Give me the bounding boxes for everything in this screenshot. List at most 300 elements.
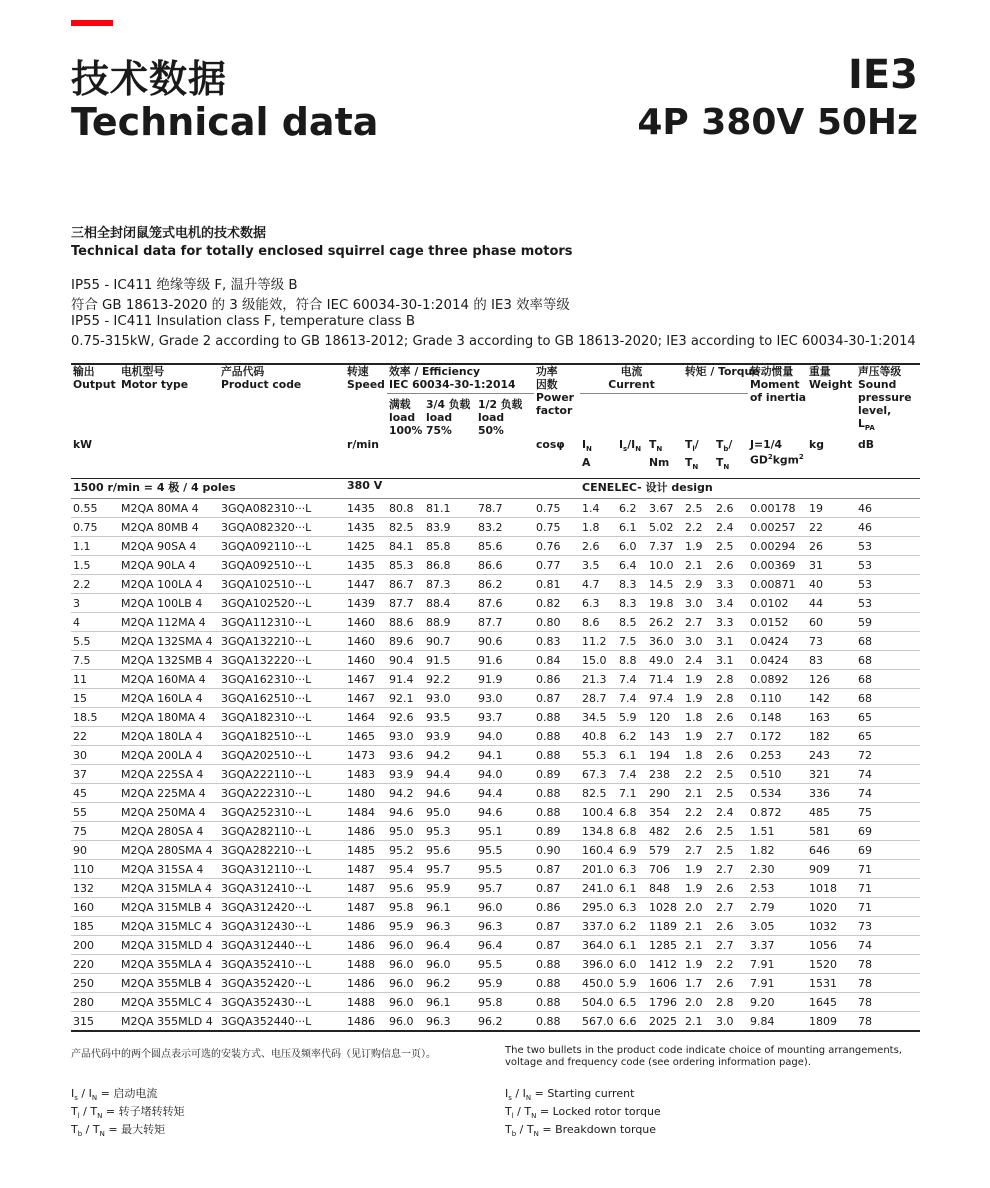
col-eff-12: 1/2 负载 load 50%: [478, 398, 523, 437]
table-cell: 2.6: [714, 879, 748, 898]
table-cell: 1486: [345, 822, 387, 841]
table-cell: M2QA 355MLB 4: [119, 974, 219, 993]
table-cell: M2QA 90LA 4: [119, 556, 219, 575]
legend-text: = Starting current: [534, 1087, 635, 1100]
table-cell: 96.3: [424, 1012, 476, 1032]
unit-torque: $T_N$ Nm: [649, 438, 670, 470]
table-row: [71, 803, 920, 822]
table-cell: 7.4: [617, 670, 647, 689]
table-cell: 1488: [345, 993, 387, 1012]
table-cell: 2.5: [714, 765, 748, 784]
table-cell: 94.1: [476, 746, 534, 765]
table-cell: 2.1: [683, 556, 714, 575]
table-cell: 482: [647, 822, 683, 841]
table-cell: 706: [647, 860, 683, 879]
col-torque: 转矩 / Torque: [683, 364, 748, 394]
table-cell: 909: [807, 860, 856, 879]
table-cell: M2QA 315MLD 4: [119, 936, 219, 955]
table-cell: M2QA 100LA 4: [119, 575, 219, 594]
table-cell: 0.86: [534, 898, 580, 917]
table-cell: 95.7: [424, 860, 476, 879]
table-cell: 1467: [345, 670, 387, 689]
table-cell: 95.4: [387, 860, 424, 879]
table-cell: M2QA 225MA 4: [119, 784, 219, 803]
table-cell: 93.9: [424, 727, 476, 746]
table-cell: 7.4: [617, 765, 647, 784]
table-cell: 1.7: [683, 974, 714, 993]
table-cell: 6.3: [617, 860, 647, 879]
table-cell: M2QA 100LB 4: [119, 594, 219, 613]
table-cell: 295.0: [580, 898, 617, 917]
table-cell: 1425: [345, 537, 387, 556]
table-cell: 1488: [345, 955, 387, 974]
table-cell: 85.3: [387, 556, 424, 575]
table-cell: 0.75: [71, 518, 119, 537]
legend-item: $T_l / T_N$ = 转子堵转转矩: [71, 1105, 185, 1121]
table-cell: 7.5: [71, 651, 119, 670]
table-cell: 94.4: [476, 784, 534, 803]
sound-header-label: 声压等级 Sound pressure level,: [858, 365, 912, 417]
table-row: [71, 727, 920, 746]
motor-spec: 4P 380V 50Hz: [637, 102, 918, 143]
table-cell: 0.00871: [748, 575, 807, 594]
table-cell: 0.88: [534, 955, 580, 974]
table-cell: 6.1: [617, 746, 647, 765]
table-cell: 0.88: [534, 708, 580, 727]
table-cell: 2.8: [714, 670, 748, 689]
table-cell: 0.83: [534, 632, 580, 651]
table-cell: M2QA 180LA 4: [119, 727, 219, 746]
table-cell: 0.88: [534, 974, 580, 993]
table-cell: M2QA 315MLC 4: [119, 917, 219, 936]
table-cell: 93.0: [476, 689, 534, 708]
table-cell: 90: [71, 841, 119, 860]
table-cell: 8.6: [580, 613, 617, 632]
table-cell: 2.0: [683, 993, 714, 1012]
table-cell: 3GQA312410···L: [219, 879, 345, 898]
table-cell: 2.8: [714, 689, 748, 708]
table-cell: 46: [856, 499, 920, 518]
table-cell: 84.1: [387, 537, 424, 556]
table-cell: 91.4: [387, 670, 424, 689]
unit-inertia: J=1/4 $GD^2kgm^2$: [750, 438, 804, 467]
table-cell: 2.5: [714, 784, 748, 803]
table-cell: 0.148: [748, 708, 807, 727]
table-cell: 0.88: [534, 1012, 580, 1032]
table-cell: 2.1: [683, 784, 714, 803]
table-cell: 2.7: [683, 613, 714, 632]
table-cell: 3GQA182310···L: [219, 708, 345, 727]
table-cell: 2.5: [714, 537, 748, 556]
table-cell: 1.8: [580, 518, 617, 537]
table-row: [71, 765, 920, 784]
table-row: [71, 879, 920, 898]
table-row: [71, 556, 920, 575]
table-cell: 0.510: [748, 765, 807, 784]
table-cell: 134.8: [580, 822, 617, 841]
table-cell: 6.1: [617, 936, 647, 955]
table-cell: 72: [856, 746, 920, 765]
unit-cos: cosφ: [536, 438, 565, 451]
table-cell: 94.6: [424, 784, 476, 803]
table-cell: 87.6: [476, 594, 534, 613]
table-cell: 2.7: [714, 898, 748, 917]
table-cell: 34.5: [580, 708, 617, 727]
table-cell: 3GQA162510···L: [219, 689, 345, 708]
table-cell: 3GQA312420···L: [219, 898, 345, 917]
table-cell: 95.0: [424, 803, 476, 822]
table-cell: 91.6: [476, 651, 534, 670]
table-cell: 1435: [345, 556, 387, 575]
table-cell: 1020: [807, 898, 856, 917]
table-cell: 93.0: [387, 727, 424, 746]
table-cell: 1460: [345, 632, 387, 651]
table-cell: 71: [856, 879, 920, 898]
table-cell: 44: [807, 594, 856, 613]
table-cell: 185: [71, 917, 119, 936]
table-cell: 92.1: [387, 689, 424, 708]
legend-item: $I_s / I_N$ = 启动电流: [71, 1087, 158, 1103]
table-cell: 75: [71, 822, 119, 841]
table-cell: 2.5: [714, 822, 748, 841]
table-cell: 3GQA112310···L: [219, 613, 345, 632]
table-cell: 30: [71, 746, 119, 765]
table-cell: 3.37: [748, 936, 807, 955]
table-cell: 5.5: [71, 632, 119, 651]
table-header: [71, 364, 920, 499]
table-cell: 8.3: [617, 594, 647, 613]
table-cell: M2QA 132SMB 4: [119, 651, 219, 670]
table-cell: 1285: [647, 936, 683, 955]
spec-line: IP55 - IC411 绝缘等级 F, 温升等级 B: [71, 278, 298, 293]
table-cell: 2.2: [683, 518, 714, 537]
table-cell: 78.7: [476, 499, 534, 518]
table-cell: 96.0: [387, 974, 424, 993]
table-cell: 0.87: [534, 860, 580, 879]
table-row: [71, 689, 920, 708]
table-cell: 0.872: [748, 803, 807, 822]
table-cell: M2QA 160MA 4: [119, 670, 219, 689]
table-cell: M2QA 90SA 4: [119, 537, 219, 556]
table-cell: 6.2: [617, 499, 647, 518]
table-cell: 120: [647, 708, 683, 727]
table-cell: 3GQA082320···L: [219, 518, 345, 537]
table-cell: 75: [856, 803, 920, 822]
table-cell: 2.6: [714, 556, 748, 575]
table-cell: 88.4: [424, 594, 476, 613]
table-row: [71, 898, 920, 917]
legend-text: = Locked rotor torque: [539, 1105, 661, 1119]
table-cell: 1056: [807, 936, 856, 955]
table-cell: 3GQA102520···L: [219, 594, 345, 613]
table-cell: 68: [856, 689, 920, 708]
table-cell: 28.7: [580, 689, 617, 708]
table-cell: M2QA 315MLA 4: [119, 879, 219, 898]
table-cell: 95.5: [476, 841, 534, 860]
table-cell: M2QA 355MLD 4: [119, 1012, 219, 1032]
table-cell: M2QA 180MA 4: [119, 708, 219, 727]
table-cell: 94.4: [424, 765, 476, 784]
table-cell: 3GQA102510···L: [219, 575, 345, 594]
table-cell: 848: [647, 879, 683, 898]
table-cell: 22: [807, 518, 856, 537]
table-cell: 81.1: [424, 499, 476, 518]
table-cell: 96.0: [424, 955, 476, 974]
table-cell: 40: [807, 575, 856, 594]
table-row: [71, 613, 920, 632]
table-cell: 321: [807, 765, 856, 784]
table-cell: M2QA 200LA 4: [119, 746, 219, 765]
table-cell: 15.0: [580, 651, 617, 670]
unit-tb-tn: $T_b/$ $T_N$: [716, 438, 733, 472]
table-cell: 6.4: [617, 556, 647, 575]
table-cell: 1483: [345, 765, 387, 784]
table-cell: M2QA 80MA 4: [119, 499, 219, 518]
table-cell: 94.6: [476, 803, 534, 822]
table-cell: 8.5: [617, 613, 647, 632]
table-cell: 96.0: [387, 955, 424, 974]
table-row: [71, 670, 920, 689]
table-cell: 71.4: [647, 670, 683, 689]
table-cell: 0.0102: [748, 594, 807, 613]
table-cell: 74: [856, 784, 920, 803]
table-cell: 163: [807, 708, 856, 727]
table-cell: 3GQA252310···L: [219, 803, 345, 822]
table-cell: 2.2: [714, 955, 748, 974]
table-cell: 95.9: [476, 974, 534, 993]
legend-zh: [71, 1087, 185, 1142]
table-cell: 83.9: [424, 518, 476, 537]
table-cell: 0.75: [534, 518, 580, 537]
table-cell: 2.2: [71, 575, 119, 594]
table-cell: 96.4: [476, 936, 534, 955]
unit-current: $I_N$ A: [582, 438, 592, 470]
table-cell: 2.4: [714, 803, 748, 822]
table-cell: 0.89: [534, 765, 580, 784]
accent-bar: [71, 20, 113, 26]
table-cell: 1485: [345, 841, 387, 860]
table-cell: 290: [647, 784, 683, 803]
table-cell: 2.79: [748, 898, 807, 917]
table-cell: 3GQA312430···L: [219, 917, 345, 936]
table-cell: 0.0892: [748, 670, 807, 689]
table-cell: M2QA 355MLA 4: [119, 955, 219, 974]
table-cell: 7.5: [617, 632, 647, 651]
table-cell: M2QA 160LA 4: [119, 689, 219, 708]
table-cell: 0.90: [534, 841, 580, 860]
table-cell: 26.2: [647, 613, 683, 632]
table-cell: 2.6: [714, 974, 748, 993]
table-cell: 0.0152: [748, 613, 807, 632]
table-cell: 53: [856, 537, 920, 556]
table-cell: 95.0: [387, 822, 424, 841]
table-cell: 243: [807, 746, 856, 765]
table-cell: 1480: [345, 784, 387, 803]
table-cell: 2.2: [683, 765, 714, 784]
table-cell: 78: [856, 955, 920, 974]
col-product-code: 产品代码 Product code: [219, 364, 345, 394]
table-cell: M2QA 225SA 4: [119, 765, 219, 784]
table-cell: 2.6: [683, 822, 714, 841]
table-cell: 2.9: [683, 575, 714, 594]
table-cell: M2QA 315SA 4: [119, 860, 219, 879]
efficiency-class: IE3: [847, 52, 918, 98]
table-cell: 26: [807, 537, 856, 556]
table-body: [71, 499, 920, 1032]
table-cell: 9.84: [748, 1012, 807, 1032]
table-cell: 37: [71, 765, 119, 784]
table-cell: 93.6: [387, 746, 424, 765]
table-cell: 22: [71, 727, 119, 746]
section-speed: 1500 r/min = 4 极 / 4 poles: [71, 479, 345, 499]
col-sound: 声压等级 Sound pressure level, $L_{PA}$: [856, 364, 920, 438]
table-cell: 96.0: [387, 1012, 424, 1032]
table-cell: 3GQA222310···L: [219, 784, 345, 803]
table-cell: 96.2: [476, 1012, 534, 1032]
col-inertia: 转动惯量 Moment of inertia: [748, 364, 807, 438]
table-cell: 0.89: [534, 822, 580, 841]
table-row: [71, 822, 920, 841]
spec-line: 符合 GB 18613-2020 的 3 级能效，符合 IEC 60034-30-1:2014 的 IE3 效率等级: [71, 298, 570, 313]
table-cell: 0.253: [748, 746, 807, 765]
table-cell: 4: [71, 613, 119, 632]
table-cell: 1.9: [683, 537, 714, 556]
table-cell: 95.5: [476, 955, 534, 974]
table-cell: 78: [856, 1012, 920, 1032]
table-cell: 1460: [345, 613, 387, 632]
table-cell: 1435: [345, 518, 387, 537]
table-cell: 142: [807, 689, 856, 708]
table-cell: 2.4: [683, 651, 714, 670]
table-cell: 200: [71, 936, 119, 955]
table-cell: 2.6: [714, 708, 748, 727]
table-row: [71, 917, 920, 936]
unit-rmin: r/min: [347, 438, 379, 451]
spec-line: IP55 - IC411 Insulation class F, temperature class B: [71, 314, 416, 329]
table-cell: 1.9: [683, 670, 714, 689]
table-cell: 579: [647, 841, 683, 860]
table-cell: 82.5: [387, 518, 424, 537]
table-cell: 0.87: [534, 879, 580, 898]
page-title-zh: 技术数据: [71, 57, 228, 101]
table-cell: 2.6: [580, 537, 617, 556]
unit-is-in: $I_s/I_N$: [619, 438, 642, 454]
table-cell: 0.88: [534, 784, 580, 803]
table-cell: 2.5: [683, 499, 714, 518]
table-cell: 1460: [345, 651, 387, 670]
table-cell: 1796: [647, 993, 683, 1012]
table-row: [71, 518, 920, 537]
table-cell: 0.86: [534, 670, 580, 689]
table-cell: 5.9: [617, 974, 647, 993]
table-cell: 67.3: [580, 765, 617, 784]
table-cell: 2025: [647, 1012, 683, 1032]
table-cell: 241.0: [580, 879, 617, 898]
table-cell: 1464: [345, 708, 387, 727]
table-cell: 96.2: [424, 974, 476, 993]
table-cell: 89.6: [387, 632, 424, 651]
table-cell: 160.4: [580, 841, 617, 860]
table-cell: 15: [71, 689, 119, 708]
table-cell: 94.6: [387, 803, 424, 822]
table-cell: 78: [856, 993, 920, 1012]
table-cell: 6.1: [617, 518, 647, 537]
legend-item: $T_b / T_N$ = 最大转矩: [71, 1123, 166, 1139]
table-cell: 1.1: [71, 537, 119, 556]
table-cell: 182: [807, 727, 856, 746]
table-cell: 6.0: [617, 537, 647, 556]
table-row: [71, 974, 920, 993]
unit-tl-tn: $T_l/$ $T_N$: [685, 438, 699, 472]
table-cell: 6.3: [580, 594, 617, 613]
table-cell: 94.0: [476, 765, 534, 784]
subtitle-zh: 三相全封闭鼠笼式电机的技术数据: [71, 226, 267, 241]
table-row: [71, 575, 920, 594]
table-cell: 3GQA182510···L: [219, 727, 345, 746]
table-cell: 93.9: [387, 765, 424, 784]
table-cell: M2QA 80MB 4: [119, 518, 219, 537]
table-cell: 6.9: [617, 841, 647, 860]
table-cell: 396.0: [580, 955, 617, 974]
table-row: [71, 746, 920, 765]
table-cell: 1.8: [683, 746, 714, 765]
table-cell: 1189: [647, 917, 683, 936]
table-cell: 250: [71, 974, 119, 993]
table-cell: 1032: [807, 917, 856, 936]
legend-en: [505, 1087, 661, 1142]
table-cell: 68: [856, 651, 920, 670]
table-cell: 78: [856, 974, 920, 993]
table-cell: 3.0: [683, 594, 714, 613]
table-row: [71, 936, 920, 955]
table-cell: 1.4: [580, 499, 617, 518]
table-cell: 3.05: [748, 917, 807, 936]
table-cell: 1447: [345, 575, 387, 594]
unit-db: dB: [858, 438, 874, 451]
table-cell: 0.88: [534, 727, 580, 746]
table-cell: 2.6: [714, 917, 748, 936]
table-cell: 94.2: [424, 746, 476, 765]
table-cell: 86.2: [476, 575, 534, 594]
table-cell: 567.0: [580, 1012, 617, 1032]
table-cell: 95.6: [424, 841, 476, 860]
table-cell: 1.9: [683, 689, 714, 708]
col-weight: 重量 Weight: [807, 364, 856, 438]
table-cell: 88.9: [424, 613, 476, 632]
table-cell: 485: [807, 803, 856, 822]
table-cell: 95.6: [387, 879, 424, 898]
table-cell: 0.88: [534, 746, 580, 765]
table-cell: 1487: [345, 879, 387, 898]
table-cell: 0.0424: [748, 651, 807, 670]
table-cell: 1531: [807, 974, 856, 993]
table-cell: 0.88: [534, 993, 580, 1012]
table-cell: 1.9: [683, 879, 714, 898]
table-cell: 5.02: [647, 518, 683, 537]
table-cell: 74: [856, 936, 920, 955]
table-cell: 73: [807, 632, 856, 651]
col-efficiency: 效率 / Efficiency IEC 60034-30-1:2014: [387, 364, 534, 394]
table-cell: 0.00178: [748, 499, 807, 518]
table-cell: 87.7: [476, 613, 534, 632]
table-cell: 1486: [345, 974, 387, 993]
table-cell: 71: [856, 860, 920, 879]
table-cell: 0.88: [534, 803, 580, 822]
table-cell: 1473: [345, 746, 387, 765]
table-cell: 1809: [807, 1012, 856, 1032]
table-cell: 65: [856, 727, 920, 746]
table-cell: 65: [856, 708, 920, 727]
